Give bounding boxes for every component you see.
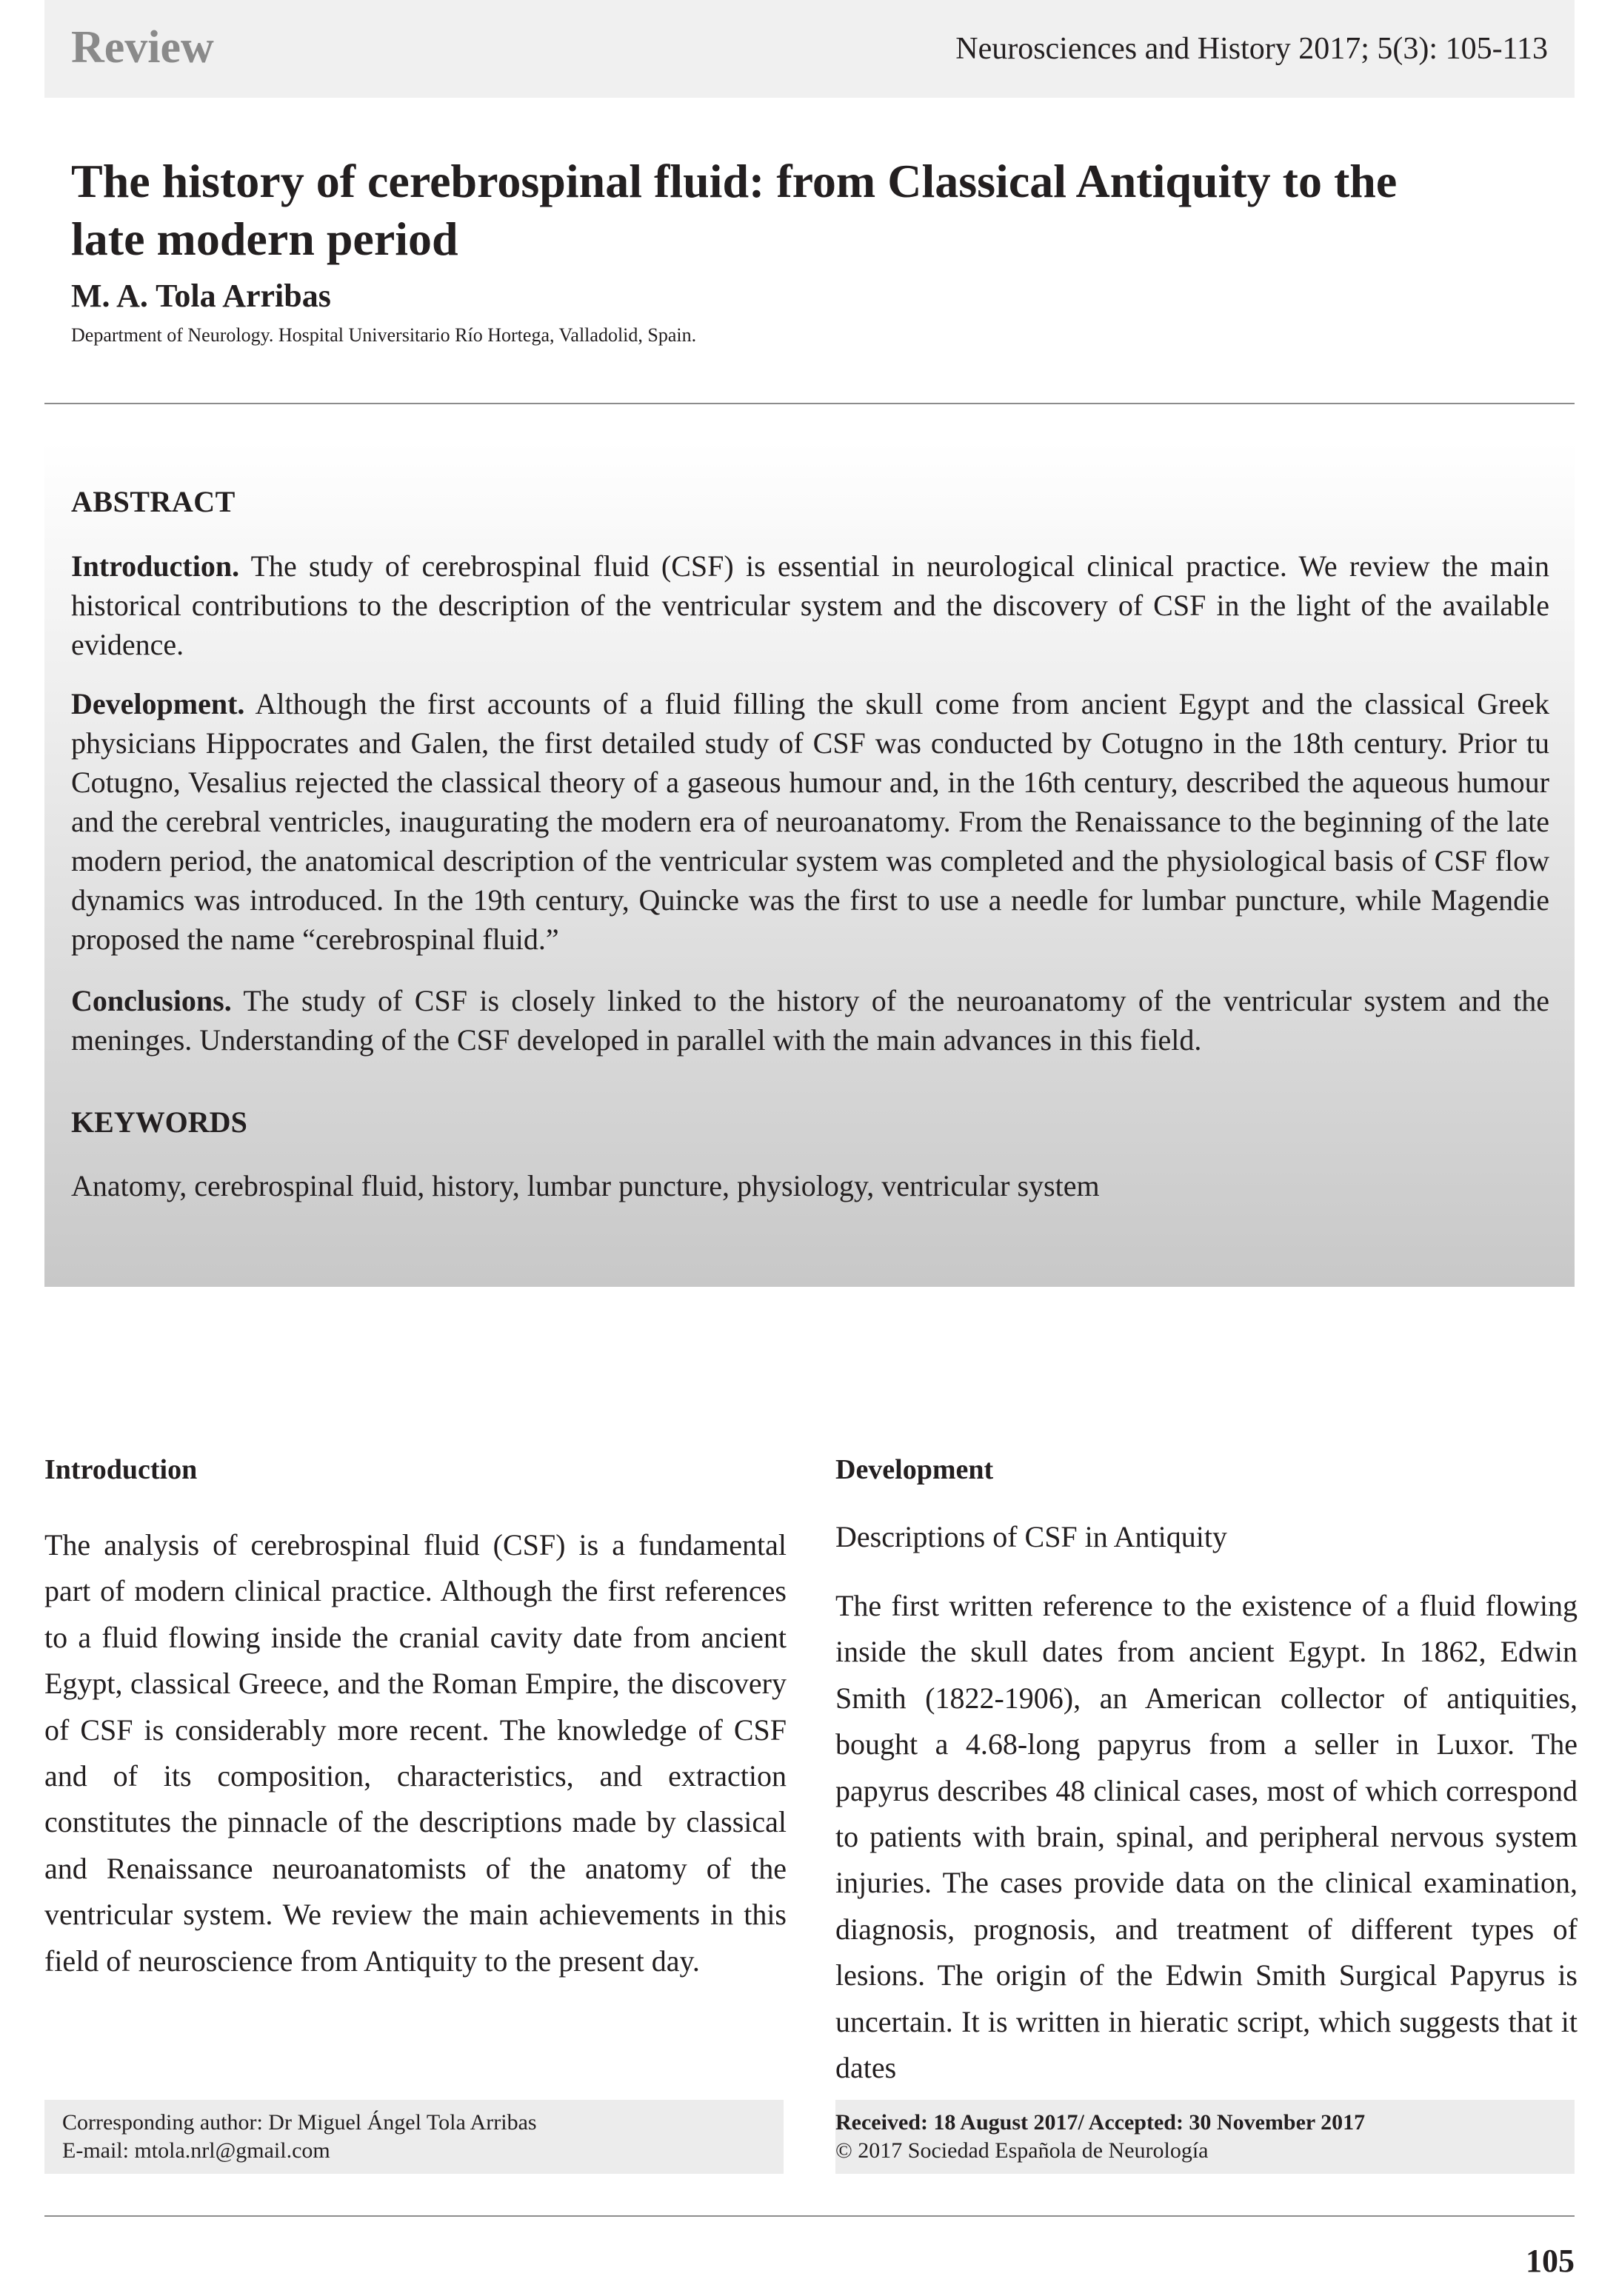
abstract-development <box>71 684 1549 959</box>
page-number: 105 <box>1526 2243 1575 2279</box>
abstract-introduction-text: The study of cerebrospinal fluid (CSF) is essential in neurological clinical practice. We review the main historical contributions to the description of the ventricular system and the discovery of CSF in the light of the available evidence. <box>71 549 1549 661</box>
abstract-development-label: Development. <box>71 687 245 720</box>
article-title <box>71 153 1567 268</box>
abstract-heading: ABSTRACT <box>71 485 236 518</box>
copyright-notice: © 2017 Sociedad Española de Neurología <box>835 2138 1209 2163</box>
divider-bottom <box>44 2215 1575 2217</box>
introduction-heading: Introduction <box>44 1454 198 1485</box>
author-email: E-mail: mtola.nrl@gmail.com <box>62 2138 330 2163</box>
divider-top <box>44 403 1575 404</box>
corresponding-author: Corresponding author: Dr Miguel Ángel Tola Arribas <box>62 2110 537 2135</box>
abstract-introduction <box>71 546 1549 664</box>
abstract-conclusions-text: The study of CSF is closely linked to the history of the neuroanatomy of the ventricular system and the meninges. Understanding of the CSF developed in parallel with the main advances in this field. <box>71 984 1549 1057</box>
section-label: Review <box>71 22 214 73</box>
introduction-text: The analysis of cerebrospinal fluid (CSF) is a fundamental part of modern clinical practice. Although the first references to a fluid flowing inside the cranial cavity date from ancient Egypt, classical Greece, and the Roman Empire, the discovery of CSF is considerably more recent. The knowledge of CSF and of its composition, characteristics, and extraction constitutes the pinnacle of the descriptions made by classical and Renaissance neuroanatomists of the anatomy of the ventricular system. We review the main achievements in this field of neuroscience from Antiquity to the present day. <box>44 1528 787 1978</box>
keywords-text: Anatomy, cerebrospinal fluid, history, lumbar puncture, physiology, ventricular system <box>71 1169 1100 1202</box>
abstract-development-text: Although the first accounts of a fluid filling the skull come from ancient Egypt and the classical Greek physicians Hippocrates and Galen, the first detailed study of CSF was conducted by Cotugno in the 18th century. Prior tu Cotugno, Vesalius rejected the classical theory of a gaseous humour and, in the 16th century, described the aqueous humour and the cerebral ventricles, inaugurating the modern era of neuroanatomy. From the Renaissance to the beginning of the late modern period, the anatomical description of the ventricular system was completed and the physiological basis of CSF flow dynamics was introduced. In the 19th century, Quincke was the first to use a needle for lumbar puncture, while Magendie proposed the name “cerebrospinal fluid.” <box>71 687 1549 956</box>
author-name: M. A. Tola Arribas <box>71 278 331 314</box>
article-title-line-1: The history of cerebrospinal fluid: from Classical Antiquity to the <box>71 155 1398 207</box>
author-affiliation: Department of Neurology. Hospital Universitario Río Hortega, Valladolid, Spain. <box>71 324 697 346</box>
received-accepted-dates: Received: 18 August 2017/ Accepted: 30 November 2017 <box>835 2110 1366 2135</box>
keywords-heading: KEYWORDS <box>71 1105 247 1139</box>
development-subheading: Descriptions of CSF in Antiquity <box>835 1520 1227 1553</box>
article-title-line-2: late modern period <box>71 212 458 265</box>
abstract-conclusions-label: Conclusions. <box>71 984 232 1017</box>
development-text: The first written reference to the existence of a fluid flowing inside the skull dates from ancient Egypt. In 1862, Edwin Smith (1822-1906), an American collector of antiquities, bought a 4.68-long papyrus from a seller in Luxor. The papyrus describes 48 clinical cases, most of which correspond to patients with brain, spinal, and peripheral nervous system injuries. The cases provide data on the clinical examination, diagnosis, prognosis, and treatment of different types of lesions. The origin of the Edwin Smith Surgical Papyrus is uncertain. It is written in hieratic script, which suggests that it dates <box>835 1589 1578 2085</box>
development-heading: Development <box>835 1454 994 1485</box>
abstract-introduction-label: Introduction. <box>71 549 240 583</box>
abstract-conclusions <box>71 981 1549 1060</box>
journal-citation: Neurosciences and History 2017; 5(3): 105-113 <box>955 32 1548 66</box>
